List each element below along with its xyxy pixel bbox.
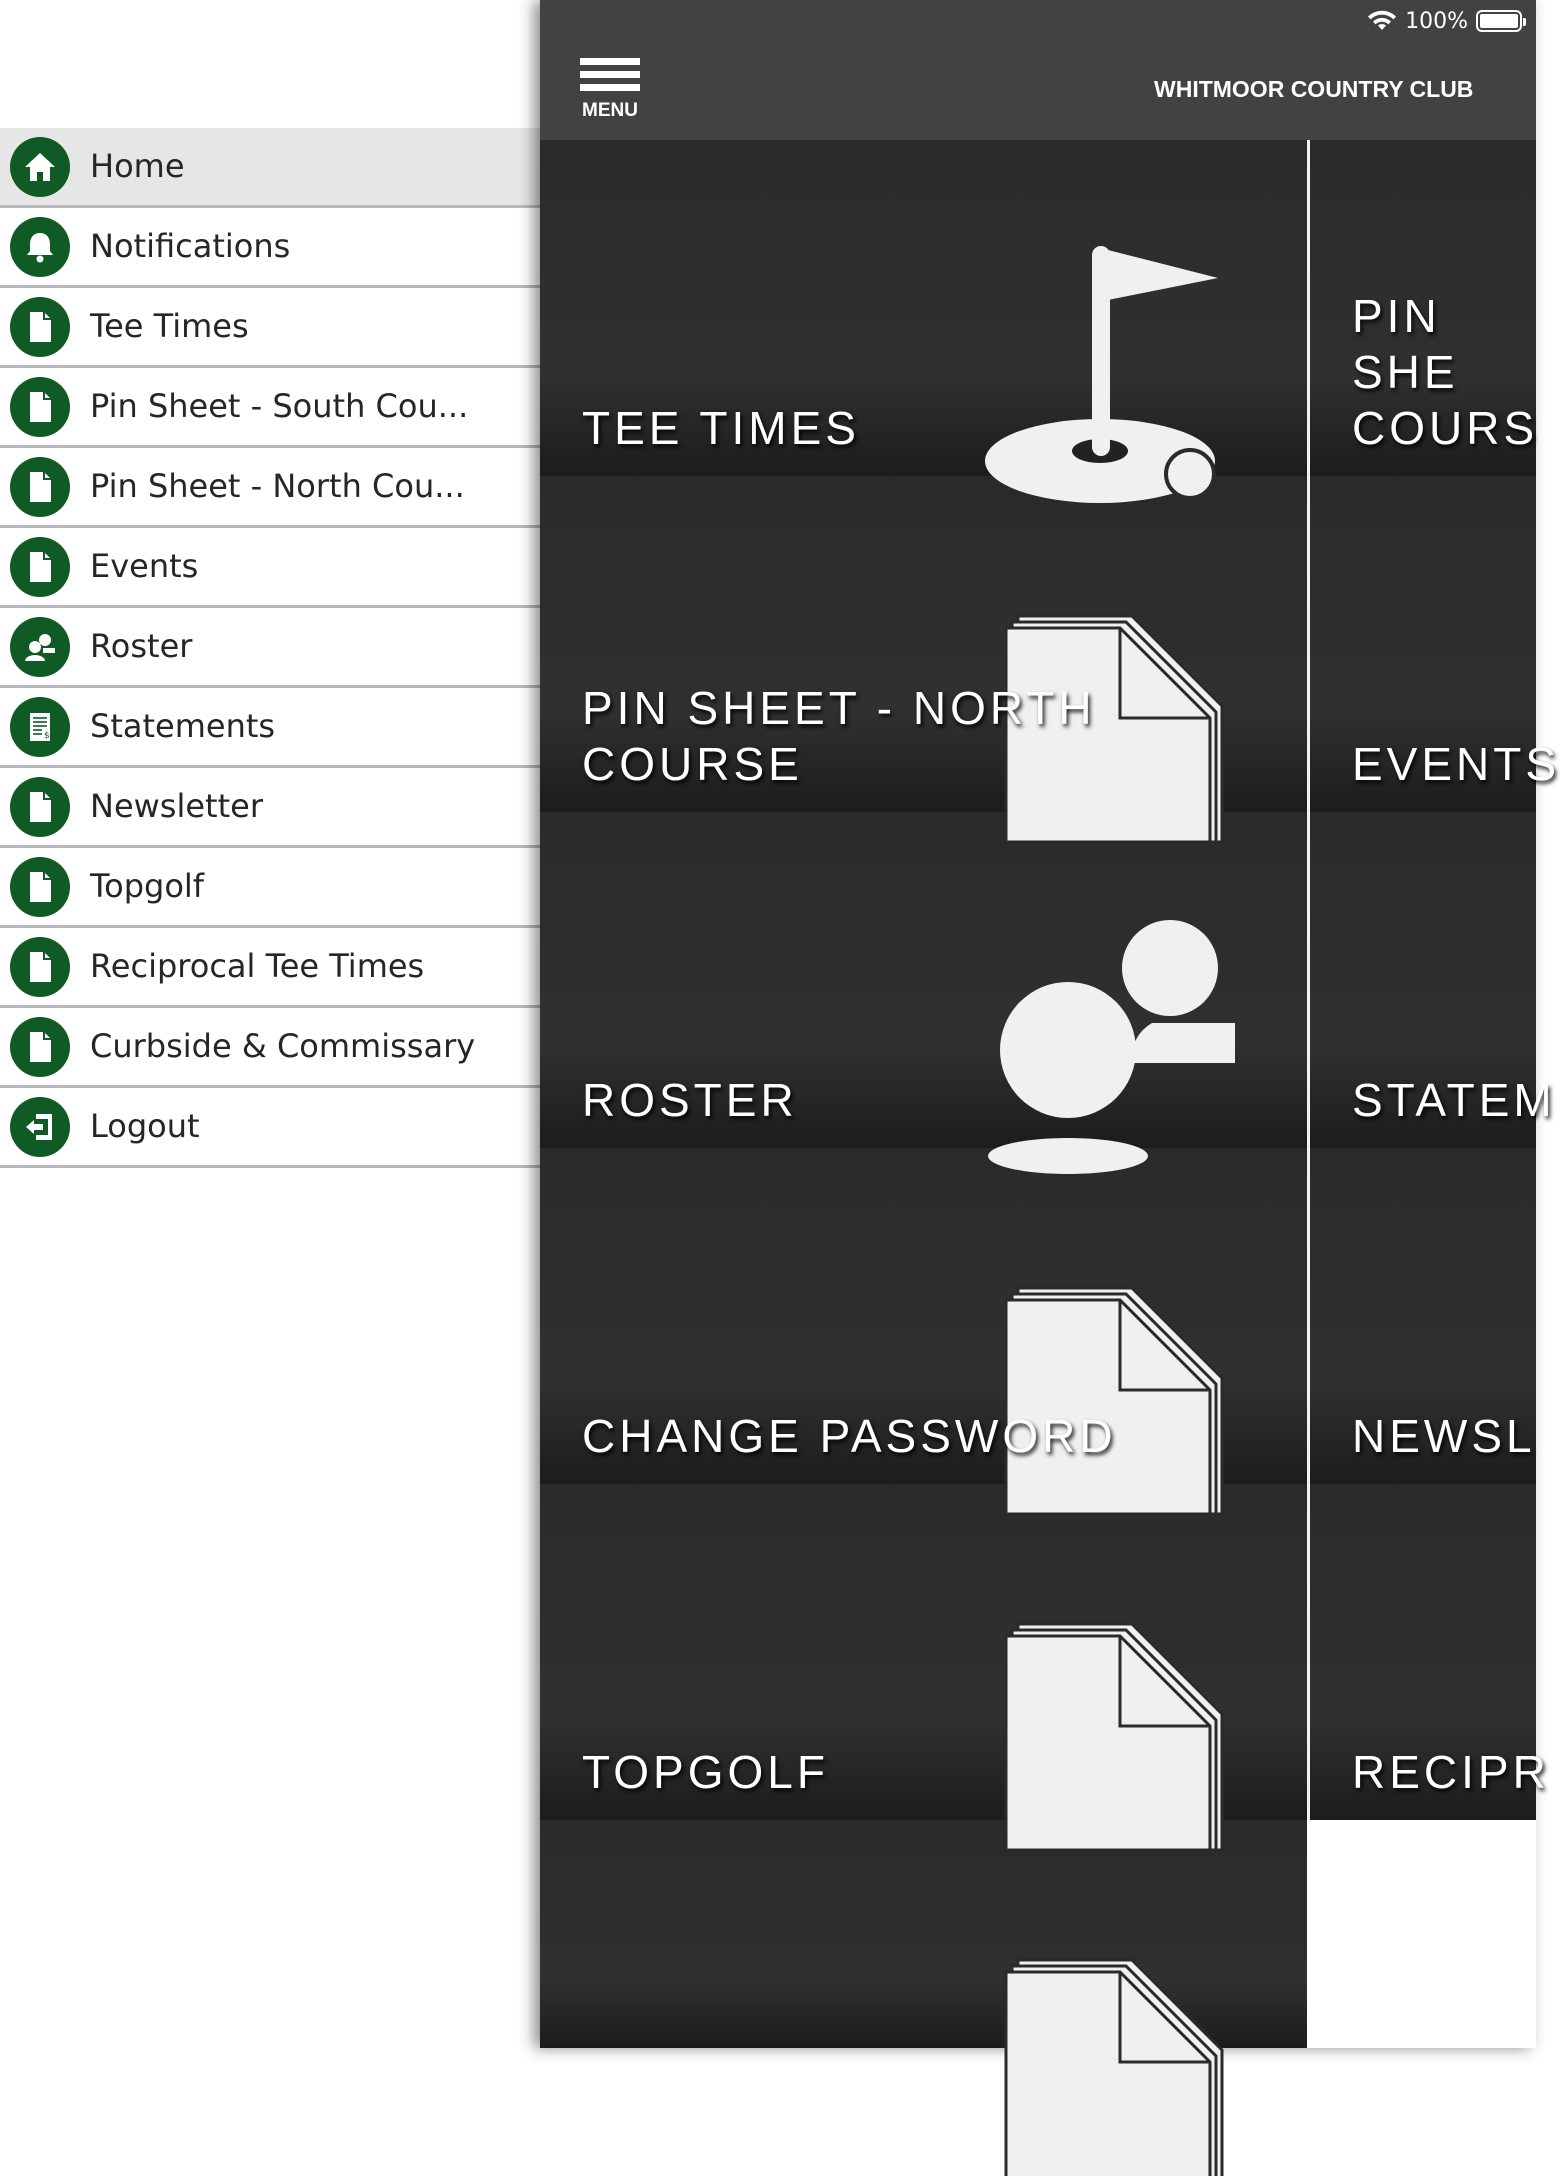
page-title: WHITMOOR COUNTRY CLUB [1154,76,1474,102]
tile-pin-sheet-north-course[interactable] [540,476,1307,812]
menu-item-pin-sheet-north-cou[interactable] [0,448,540,528]
tile-roster[interactable] [540,812,1307,1148]
tile-events[interactable] [1310,476,1560,812]
status-bar [1367,6,1522,36]
menu-item-label: Notifications [90,227,291,265]
menu-item-notifications[interactable] [0,208,540,288]
people-icon [10,617,70,677]
document-icon [10,457,70,517]
menu-item-label: Home [90,147,185,185]
tile-label: PIN SHEET - NORTH COURSE [582,682,1096,790]
menu-button-label: MENU [582,100,638,121]
tile-label: STATEM [1352,1074,1556,1126]
tile-tee-times[interactable] [540,140,1307,476]
home-icon [10,137,70,197]
menu-item-curbside-commissary[interactable] [0,1008,540,1088]
menu-item-label: Reciprocal Tee Times [90,947,425,985]
menu-item-pin-sheet-south-cou[interactable] [0,368,540,448]
menu-item-newsletter[interactable] [0,768,540,848]
document-icon [10,937,70,997]
document-icon [10,297,70,357]
battery-icon [1476,10,1522,32]
menu-item-label: Events [90,547,199,585]
tile-recipr[interactable] [1310,1484,1550,1820]
menu-item-reciprocal-tee-times[interactable] [0,928,540,1008]
menu-item-logout[interactable] [0,1088,540,1168]
menu-item-home[interactable] [0,128,540,208]
document-icon [10,777,70,837]
menu-item-statements[interactable] [0,688,540,768]
tile-label: ROSTER [582,1074,798,1126]
tile-label: EVENTS [1352,738,1560,790]
side-menu [0,0,540,2048]
wifi-icon [1367,10,1397,32]
statement-icon [10,697,70,757]
menu-item-label: Pin Sheet - South Cou... [90,387,469,425]
tile-divider [1307,140,1310,1820]
menu-item-topgolf[interactable] [0,848,540,928]
menu-item-events[interactable] [0,528,540,608]
menu-item-label: Curbside & Commissary [90,1027,476,1065]
menu-item-label: Statements [90,707,276,745]
tile-topgolf[interactable] [540,1484,1307,1820]
document-icon [10,857,70,917]
hamburger-bar [580,84,640,91]
menu-item-label: Topgolf [90,867,205,905]
logout-icon [10,1097,70,1157]
menu-button[interactable] [578,58,642,124]
tile-label: TEE TIMES [582,402,860,454]
menu-item-label: Pin Sheet - North Cou... [90,467,465,505]
menu-item-roster[interactable] [0,608,540,688]
document-icon [540,1820,1307,2048]
tile-label: TOPGOLF [582,1746,829,1798]
hamburger-icon [580,58,640,65]
menu-item-tee-times[interactable] [0,288,540,368]
svg-text:$: $ [44,731,50,741]
document-icon [10,1017,70,1077]
main-panel [540,0,1560,2048]
battery-percentage: 100% [1405,8,1468,34]
side-menu-list [0,128,540,1168]
menu-item-label: Newsletter [90,787,263,825]
tile-newsl[interactable] [1310,1148,1536,1484]
tile-change-password[interactable] [540,1148,1307,1484]
hamburger-bar [580,71,640,78]
menu-item-label: Tee Times [90,307,249,345]
bell-icon [10,217,70,277]
tile-label: PIN SHE COURS [1352,290,1539,454]
tile-pin-she-cours[interactable] [1310,140,1539,476]
top-bar [540,0,1536,141]
tile-blank[interactable] [540,1820,1307,2048]
document-icon [10,377,70,437]
tile-label: NEWSL [1352,1410,1536,1462]
tile-label: CHANGE PASSWORD [582,1410,1117,1462]
document-icon [10,537,70,597]
tile-statem[interactable] [1310,812,1556,1148]
menu-item-label: Logout [90,1107,200,1145]
menu-item-label: Roster [90,627,193,665]
tile-label: RECIPR [1352,1746,1550,1798]
